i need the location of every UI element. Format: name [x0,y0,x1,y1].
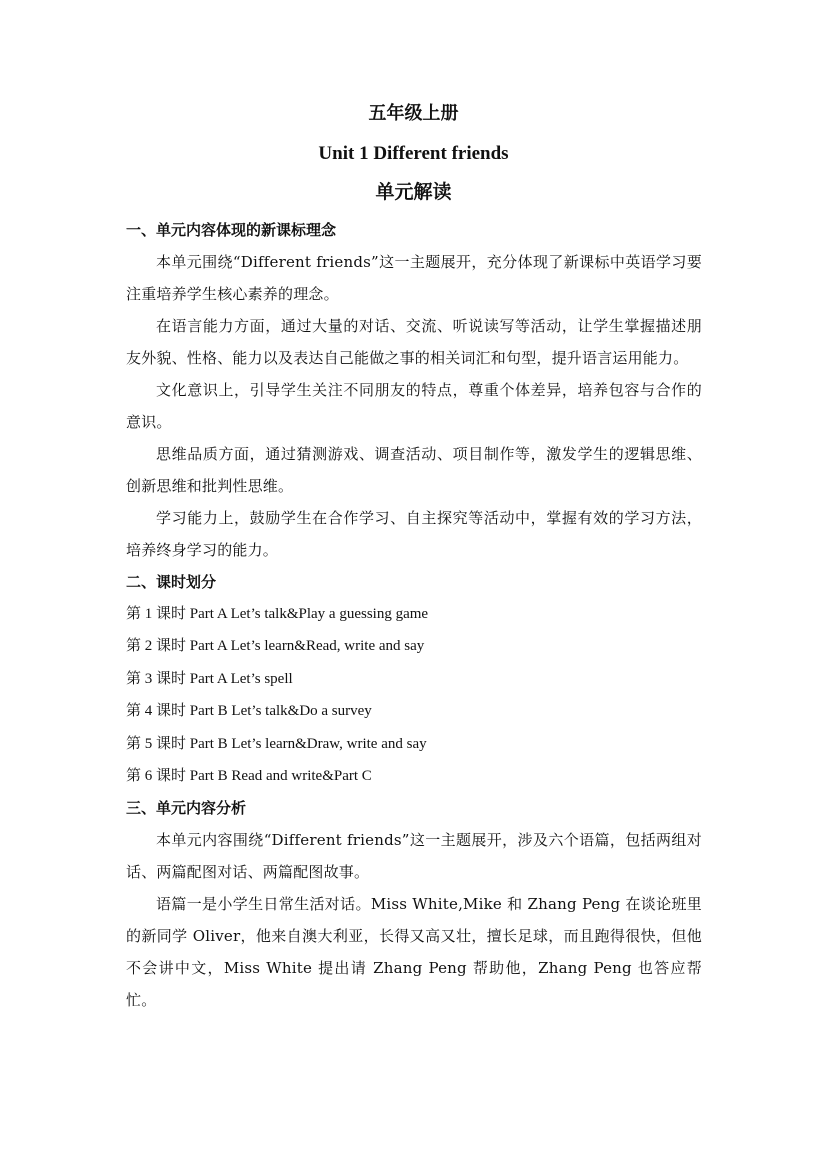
section-heading-1: 一、单元内容体现的新课标理念 [126,221,337,239]
lesson-item: 第 4 课时 Part B Let’s talk&Do a survey [126,703,372,720]
paragraph: 学习能力上，鼓励学生在合作学习、自主探究等活动中，掌握有效的学习方法，培养终身学习的能力。 [126,509,702,559]
paragraph: 在语言能力方面，通过大量的对话、交流、听说读写等活动，让学生掌握描述朋友外貌、性格、能力以及表达自己能做之事的相关词汇和句型，提升语言运用能力。 [126,317,702,367]
paragraph: 语篇一是小学生日常生活对话。Miss White,Mike 和 Zhang Peng 在谈论班里的新同学 Oliver，他来自澳大利亚，长得又高又壮，擅长足球，而且跑得很快，但他不会讲中文，Miss White 提出请 Zhang Peng 帮助他，Zhang Peng 也答应帮忙。 [126,895,702,1010]
document-body [126,214,702,1016]
lesson-item: 第 3 课时 Part A Let’s spell [126,670,293,687]
paragraph: 本单元围绕“Different friends”这一主题展开，充分体现了新课标中英语学习要注重培养学生核心素养的理念。 [126,253,702,303]
paragraph: 文化意识上，引导学生关注不同朋友的特点，尊重个体差异，培养包容与合作的意识。 [126,381,702,431]
section-subtitle: 单元解读 [375,181,452,203]
paragraph: 本单元内容围绕“Different friends”这一主题展开，涉及六个语篇，包括两组对话、两篇配图对话、两篇配图故事。 [126,831,702,882]
lesson-item: 第 2 课时 Part A Let’s learn&Read, write and say [126,638,425,655]
grade-title: 五年级上册 [368,103,459,124]
section-heading-3: 三、单元内容分析 [126,799,247,818]
lesson-item: 第 5 课时 Part B Let’s learn&Draw, write and say [126,735,427,752]
lesson-item: 第 1 课时 Part A Let’s talk&Play a guessing game [126,606,429,622]
unit-title: Unit 1 Different friends [318,143,509,164]
section-heading-2: 二、课时划分 [126,573,217,591]
lesson-item: 第 6 课时 Part B Read and write&Part C [126,767,372,784]
paragraph: 思维品质方面，通过猜测游戏、调查活动、项目制作等，激发学生的逻辑思维、创新思维和批判性思维。 [126,445,702,495]
